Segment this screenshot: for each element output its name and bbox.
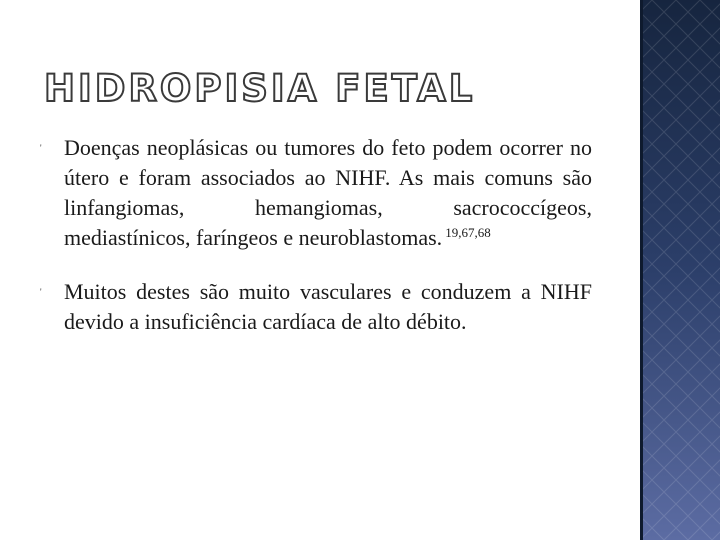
slide-title: HIDROPISIA FETAL [44,67,476,110]
bullet-item [40,277,592,337]
bullet-list [40,133,592,361]
diamond-pattern-icon [640,0,720,540]
reference-superscript: 19,67,68 [445,224,491,240]
bullet-text [64,277,592,337]
side-band-edge [640,0,643,540]
bullet-item [40,133,592,253]
decorative-side-band [640,0,720,540]
bullet-body: Doenças neoplásicas ou tumores do feto podem ocorrer no útero e foram associados ao NIHF. As mais comuns são linfangiomas, hemangiomas, sacrococcígeos, mediastínicos, faríngeos e neuroblastomas. [64,135,592,250]
bullet-marker-icon: ' [40,287,42,297]
bullet-body: Muitos destes são muito vasculares e conduzem a NIHF devido a insuficiência cardíaca de alto débito. [64,279,592,334]
bullet-text [64,133,592,253]
bullet-marker-icon: ' [40,143,42,153]
